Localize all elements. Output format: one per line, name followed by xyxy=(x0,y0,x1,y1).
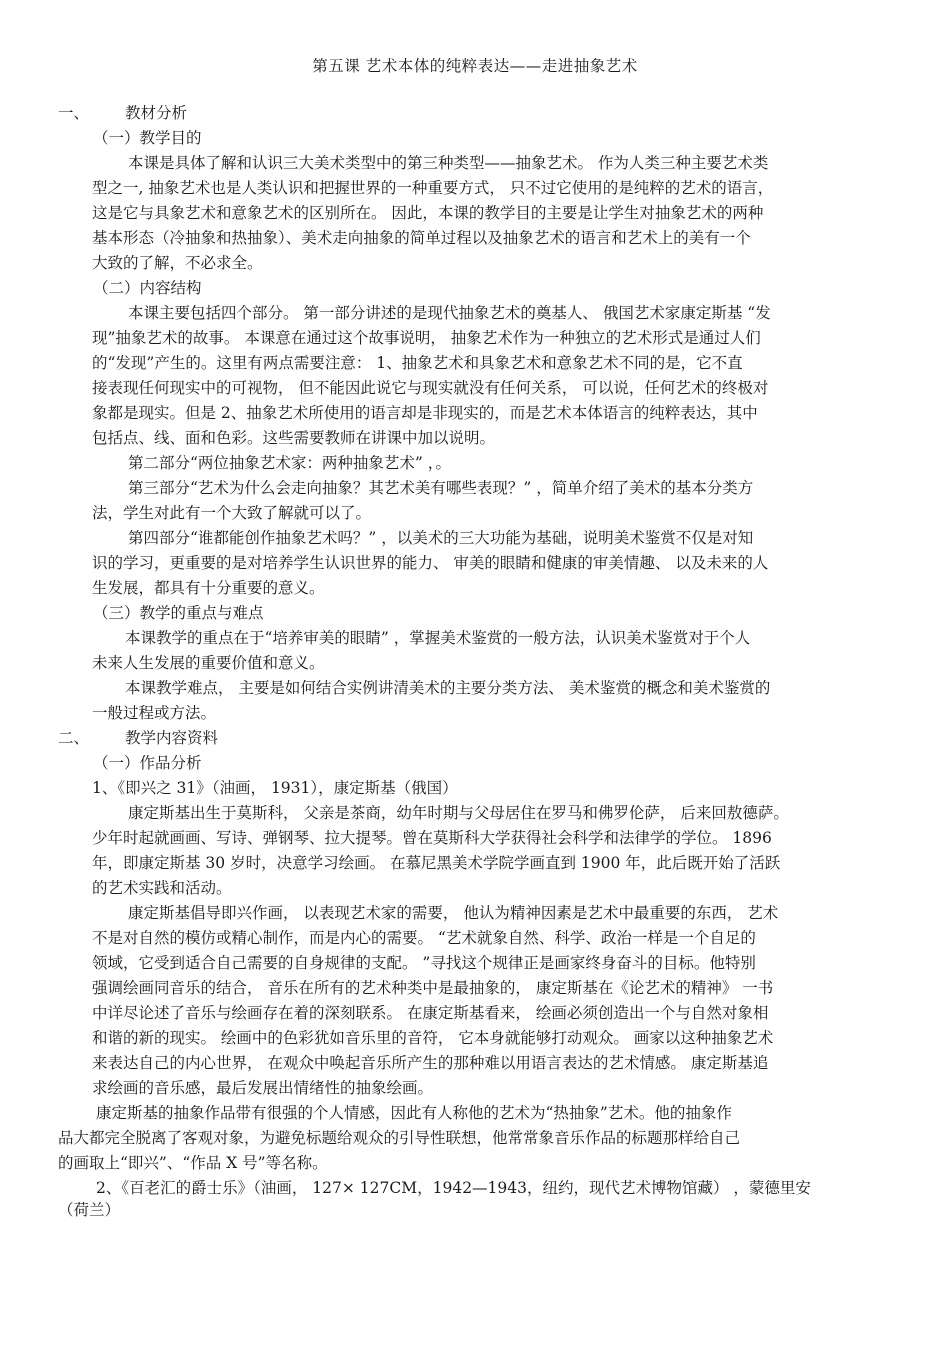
paragraph-line: 本课是具体了解和认识三大美术类型中的第三种类型——抽象艺术。 作为人类三种主要艺术类 xyxy=(128,154,769,172)
subsection-heading: （三）教学的重点与难点 xyxy=(93,604,264,622)
paragraph-line: 领域，它受到适合自己需要的自身规律的支配。 ”寻找这个规律正是画家终身奋斗的目标。他特别 xyxy=(92,954,756,972)
paragraph-line: 第二部分“两位抽象艺术家：两种抽象艺术” ，。 xyxy=(128,454,452,472)
paragraph-line: 来表达自己的内心世界， 在观众中唤起音乐所产生的那种难以用语言表达的艺术情感。 康定斯基追 xyxy=(92,1054,769,1072)
paragraph-line: 年，即康定斯基 30 岁时，决意学习绘画。 在慕尼黑美术学院学画直到 1900 年，此后既开始了活跃 xyxy=(92,854,781,872)
section-number: 一、 xyxy=(58,104,90,122)
paragraph-line: 包括点、线、面和色彩。这些需要教师在讲课中加以说明。 xyxy=(92,429,496,447)
paragraph-line: 第四部分“谁都能创作抽象艺术吗？” ，以美术的三大功能为基础，说明美术鉴赏不仅是对知 xyxy=(128,529,754,547)
paragraph-line: 识的学习，更重要的是对培养学生认识世界的能力、 审美的眼睛和健康的审美情趣、 以及未来的人 xyxy=(92,554,769,572)
paragraph-line: 这是它与具象艺术和意象艺术的区别所在。 因此，本课的教学目的主要是让学生对抽象艺术的两种 xyxy=(92,204,764,222)
paragraph-line: 的画取上“即兴”、“作品 X 号”等名称。 xyxy=(58,1154,328,1172)
paragraph-line: 现”抽象艺术的故事。 本课意在通过这个故事说明， 抽象艺术作为一种独立的艺术形式是通过人们 xyxy=(92,329,761,347)
paragraph-line: 型之一, 抽象艺术也是人类认识和把握世界的一种重要方式， 只不过它使用的是纯粹的艺术的语言， xyxy=(92,179,774,197)
paragraph-line: 康定斯基倡导即兴作画， 以表现艺术家的需要， 他认为精神因素是艺术中最重要的东西， 艺术 xyxy=(128,904,779,922)
subsection-heading: （一）教学目的 xyxy=(93,129,202,147)
paragraph-line: 不是对自然的模仿或精心制作，而是内心的需要。 “艺术就象自然、科学、政治一样是一个自足的 xyxy=(92,929,756,947)
paragraph-line: 第三部分“艺术为什么会走向抽象？其艺术美有哪些表现？” ，简单介绍了美术的基本分类方 xyxy=(128,479,754,497)
paragraph-line: 本课主要包括四个部分。 第一部分讲述的是现代抽象艺术的奠基人、 俄国艺术家康定斯基 “发 xyxy=(128,304,771,322)
artwork-title: 1、《即兴之 31》（油画， 1931），康定斯基（俄国） xyxy=(92,779,458,797)
paragraph-line: 康定斯基的抽象作品带有很强的个人情感，因此有人称他的艺术为“热抽象”艺术。他的抽象作 xyxy=(96,1104,732,1122)
paragraph-line: 品大都完全脱离了客观对象，为避免标题给观众的引导性联想，他常常象音乐作品的标题那样给自己 xyxy=(58,1129,741,1147)
paragraph-line: 象都是现实。但是 2、抽象艺术所使用的语言却是非现实的，而是艺术本体语言的纯粹表达，其中 xyxy=(92,404,758,422)
paragraph-line: 法，学生对此有一个大致了解就可以了。 xyxy=(92,504,372,522)
paragraph-line: 本课教学难点， 主要是如何结合实例讲清美术的主要分类方法、 美术鉴赏的概念和美术鉴赏的 xyxy=(125,679,771,697)
paragraph-line: 一般过程或方法。 xyxy=(92,704,217,722)
paragraph-line: 生发展，都具有十分重要的意义。 xyxy=(92,579,325,597)
paragraph-line: 本课教学的重点在于“培养审美的眼睛” ，掌握美术鉴赏的一般方法，认识美术鉴赏对于个人 xyxy=(125,629,751,647)
subsection-heading: （一）作品分析 xyxy=(93,754,202,772)
paragraph-line: 基本形态（冷抽象和热抽象）、美术走向抽象的简单过程以及抽象艺术的语言和艺术上的美有一个 xyxy=(92,229,751,247)
paragraph-line: 未来人生发展的重要价值和意义。 xyxy=(92,654,325,672)
paragraph-line: 和谐的新的现实。 绘画中的色彩犹如音乐里的音符， 它本身就能够打动观众。 画家以这种抽象艺术 xyxy=(92,1029,774,1047)
section-heading: 教学内容资料 xyxy=(125,729,219,747)
page-title: 第五课 艺术本体的纯粹表达——走进抽象艺术 xyxy=(312,57,638,75)
paragraph-line: 大致的了解，不必求全。 xyxy=(92,254,263,272)
paragraph-line: 接表现任何现实中的可视物， 但不能因此说它与现实就没有任何关系， 可以说，任何艺术的终极对 xyxy=(92,379,769,397)
section-number: 二、 xyxy=(58,729,90,747)
paragraph-line: 的艺术实践和活动。 xyxy=(92,879,232,897)
paragraph-line: 强调绘画同音乐的结合， 音乐在所有的艺术种类中是最抽象的， 康定斯基在《论艺术的精神》 一书 xyxy=(92,979,774,997)
paragraph-line: 求绘画的音乐感，最后发展出情绪性的抽象绘画。 xyxy=(92,1079,434,1097)
paragraph-line: 康定斯基出生于莫斯科， 父亲是茶商，幼年时期与父母居住在罗马和佛罗伦萨， 后来回敖德萨。 xyxy=(128,804,789,822)
artwork-title: （荷兰） xyxy=(58,1201,121,1219)
paragraph-line: 的“发现”产生的。这里有两点需要注意： 1、抽象艺术和具象艺术和意象艺术不同的是，它不直 xyxy=(92,354,743,372)
subsection-heading: （二）内容结构 xyxy=(93,279,202,297)
paragraph-line: 中详尽论述了音乐与绘画存在着的深刻联系。 在康定斯基看来， 绘画必须创造出一个与自然对象相 xyxy=(92,1004,769,1022)
paragraph-line: 少年时起就画画、写诗、弹钢琴、拉大提琴。曾在莫斯科大学获得社会科学和法律学的学位。 1896 xyxy=(92,829,772,847)
section-heading: 教材分析 xyxy=(125,104,188,122)
artwork-title: 2、《百老汇的爵士乐》（油画， 127× 127CM，1942—1943，纽约，现代艺术博物馆藏） ，蒙德里安 xyxy=(96,1179,811,1197)
